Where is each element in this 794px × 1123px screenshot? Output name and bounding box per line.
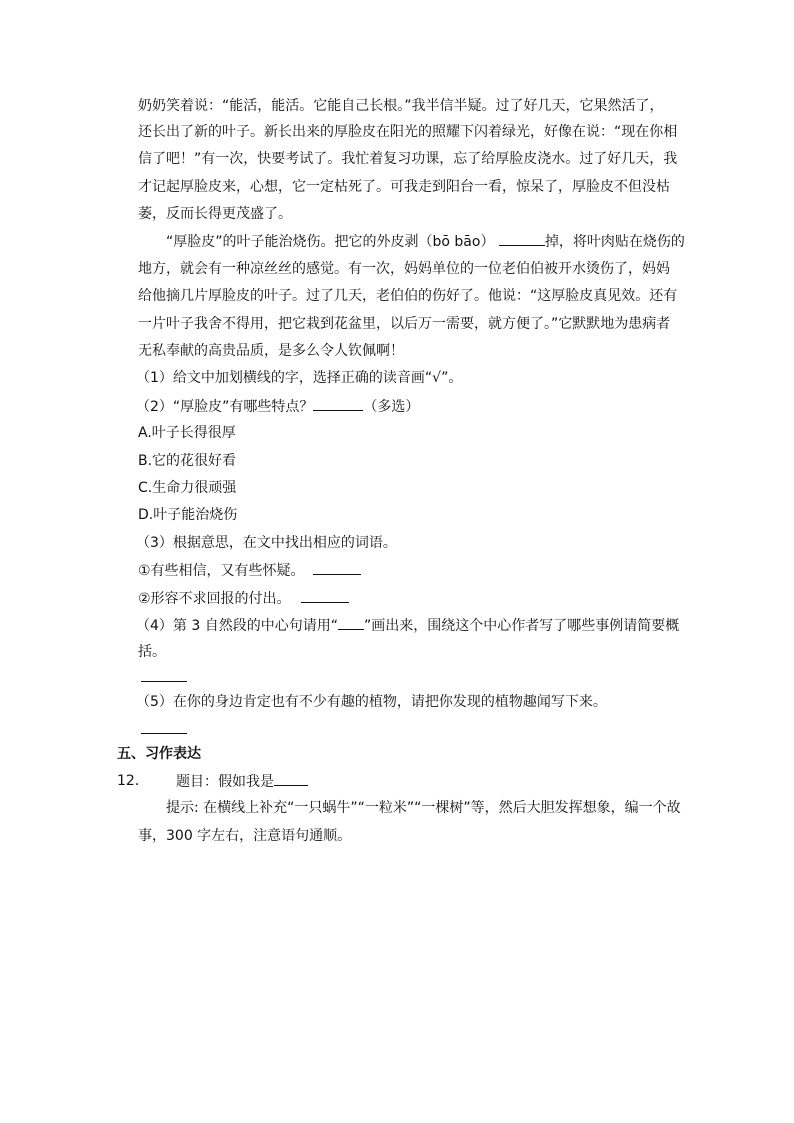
passage-text: 掉，将叶肉贴在烧伤的 xyxy=(544,234,685,250)
option-d: D.叶子能治烧伤 xyxy=(138,507,238,523)
question-4-cont: 括。 xyxy=(138,644,166,660)
answer-blank[interactable] xyxy=(301,588,349,603)
passage-line: 还长出了新的叶子。新长出来的厚脸皮在阳光的照耀下闪着绿光，好像在说：“现在你相 xyxy=(138,124,678,140)
question-2 xyxy=(136,396,419,416)
answer-blank[interactable] xyxy=(141,681,187,682)
option-a: A.叶子长得很厚 xyxy=(138,425,236,441)
question-text: ②形容不求回报的付出。 xyxy=(138,591,291,607)
passage-line: 奶奶笑着说：“能活，能活。它能自己长根。”我半信半疑。过了好几天，它果然活了， xyxy=(138,98,664,114)
answer-blank[interactable] xyxy=(499,231,545,246)
passage-line: 地方，就会有一种凉丝丝的感觉。有一次，妈妈单位的一位老伯伯被开水烫伤了，妈妈 xyxy=(138,261,670,277)
question-3-item-2 xyxy=(138,588,349,608)
question-text: ”画出来，围绕这个中心作者写了哪些事例请简要概 xyxy=(363,618,680,634)
passage-line: 无私奉献的高贵品质，是多么令人钦佩啊！ xyxy=(138,343,404,359)
question-1: （1）给文中加划横线的字，选择正确的读音画“√”。 xyxy=(136,370,463,386)
question-number: 12． xyxy=(117,773,149,789)
underline-mark xyxy=(338,615,364,630)
essay-title-text: 题目：假如我是 xyxy=(176,774,274,790)
question-5: （5）在你的身边肯定也有不少有趣的植物，请把你发现的植物趣闻写下来。 xyxy=(136,694,607,710)
option-c: C.生命力很顽强 xyxy=(138,480,237,496)
answer-blank[interactable] xyxy=(313,396,363,411)
passage-line: 给他摘几片厚脸皮的叶子。过了几天，老伯伯的伤好了。他说：“这厚脸皮真见效。还有 xyxy=(138,288,678,304)
question-3: （3）根据意思，在文中找出相应的词语。 xyxy=(136,535,397,551)
answer-blank[interactable] xyxy=(274,771,308,786)
question-text: （4）第 3 自然段的中心句请用“ xyxy=(136,618,338,634)
passage-line: 信了吧！”有一次，快要考试了。我忙着复习功课，忘了给厚脸皮浇水。过了好几天，我 xyxy=(138,151,678,167)
passage-line xyxy=(166,231,685,251)
question-text: （多选） xyxy=(363,399,420,415)
question-4 xyxy=(136,615,679,635)
question-text: ①有些相信，又有些怀疑。 xyxy=(138,563,305,579)
essay-hint-cont: 事，300 字左右，注意语句通顺。 xyxy=(138,828,352,844)
answer-blank[interactable] xyxy=(313,560,361,575)
section-heading: 五、习作表达 xyxy=(117,746,201,762)
question-3-item-1 xyxy=(138,560,361,580)
passage-line: 萎，反而长得更茂盛了。 xyxy=(138,206,292,222)
option-b: B.它的花很好看 xyxy=(138,453,237,469)
essay-title xyxy=(176,771,308,791)
passage-line: 一片叶子我舍不得用，把它栽到花盆里，以后万一需要，就方便了。”它默默地为患病者 xyxy=(138,316,671,332)
passage-text: “厚脸皮”的叶子能治烧伤。把它的外皮剥（bō bāo） xyxy=(166,234,499,250)
passage-line: 才记起厚脸皮来，心想，它一定枯死了。可我走到阳台一看，惊呆了，厚脸皮不但没枯 xyxy=(138,179,670,195)
essay-hint: 提示: 在横线上补充“一只蜗牛”“一粒米”“一棵树”等，然后大胆发挥想象，编一个故 xyxy=(166,800,681,816)
answer-blank[interactable] xyxy=(141,733,187,734)
question-text: （2）“厚脸皮”有哪些特点？ xyxy=(136,399,314,415)
